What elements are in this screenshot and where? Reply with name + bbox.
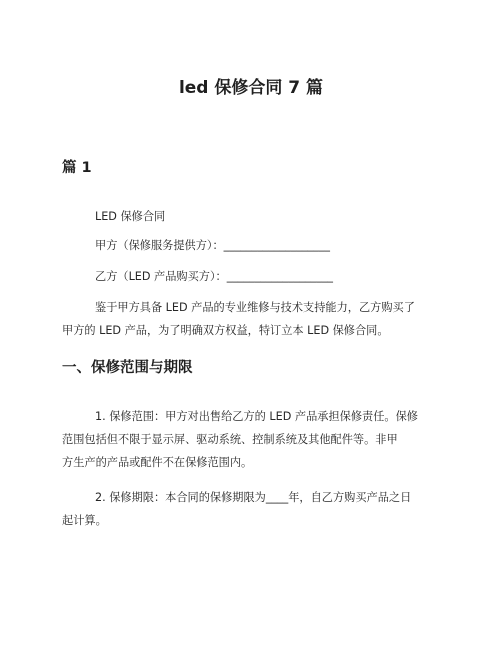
document-title: led 保修合同 7 篇 — [178, 78, 324, 98]
contract-name: LED 保修合同 — [95, 210, 166, 223]
clause-2-line-1: 2. 保修期限：本合同的保修期限为____年，自乙方购买产品之日 — [95, 491, 412, 504]
section-label: 篇 1 — [62, 160, 92, 176]
clause-2-line-2: 起计算。 — [62, 514, 107, 527]
clause-1-line-2: 范围包括但不限于显示屏、驱动系统、控制系统及其他配件等。非甲 — [62, 433, 398, 446]
clause-1-line-3: 方生产的产品或配件不在保修范围内。 — [62, 456, 253, 469]
preamble-line-1: 鉴于甲方具备 LED 产品的专业维修与技术支持能力，乙方购买了 — [95, 301, 415, 314]
party-b-line: 乙方（LED 产品购买方）：___________________ — [95, 270, 334, 283]
preamble-line-2: 甲方的 LED 产品，为了明确双方权益，特订立本 LED 保修合同。 — [62, 324, 389, 337]
preamble-paragraph — [62, 296, 442, 342]
clause-1-line-1: 1. 保修范围：甲方对出售给乙方的 LED 产品承担保修责任。保修 — [95, 410, 418, 423]
clause-2-paragraph — [62, 486, 442, 532]
party-a-line: 甲方（保修服务提供方）：___________________ — [95, 239, 330, 252]
clause-heading: 一、保修范围与期限 — [62, 360, 193, 376]
clause-1-paragraph — [62, 405, 442, 474]
